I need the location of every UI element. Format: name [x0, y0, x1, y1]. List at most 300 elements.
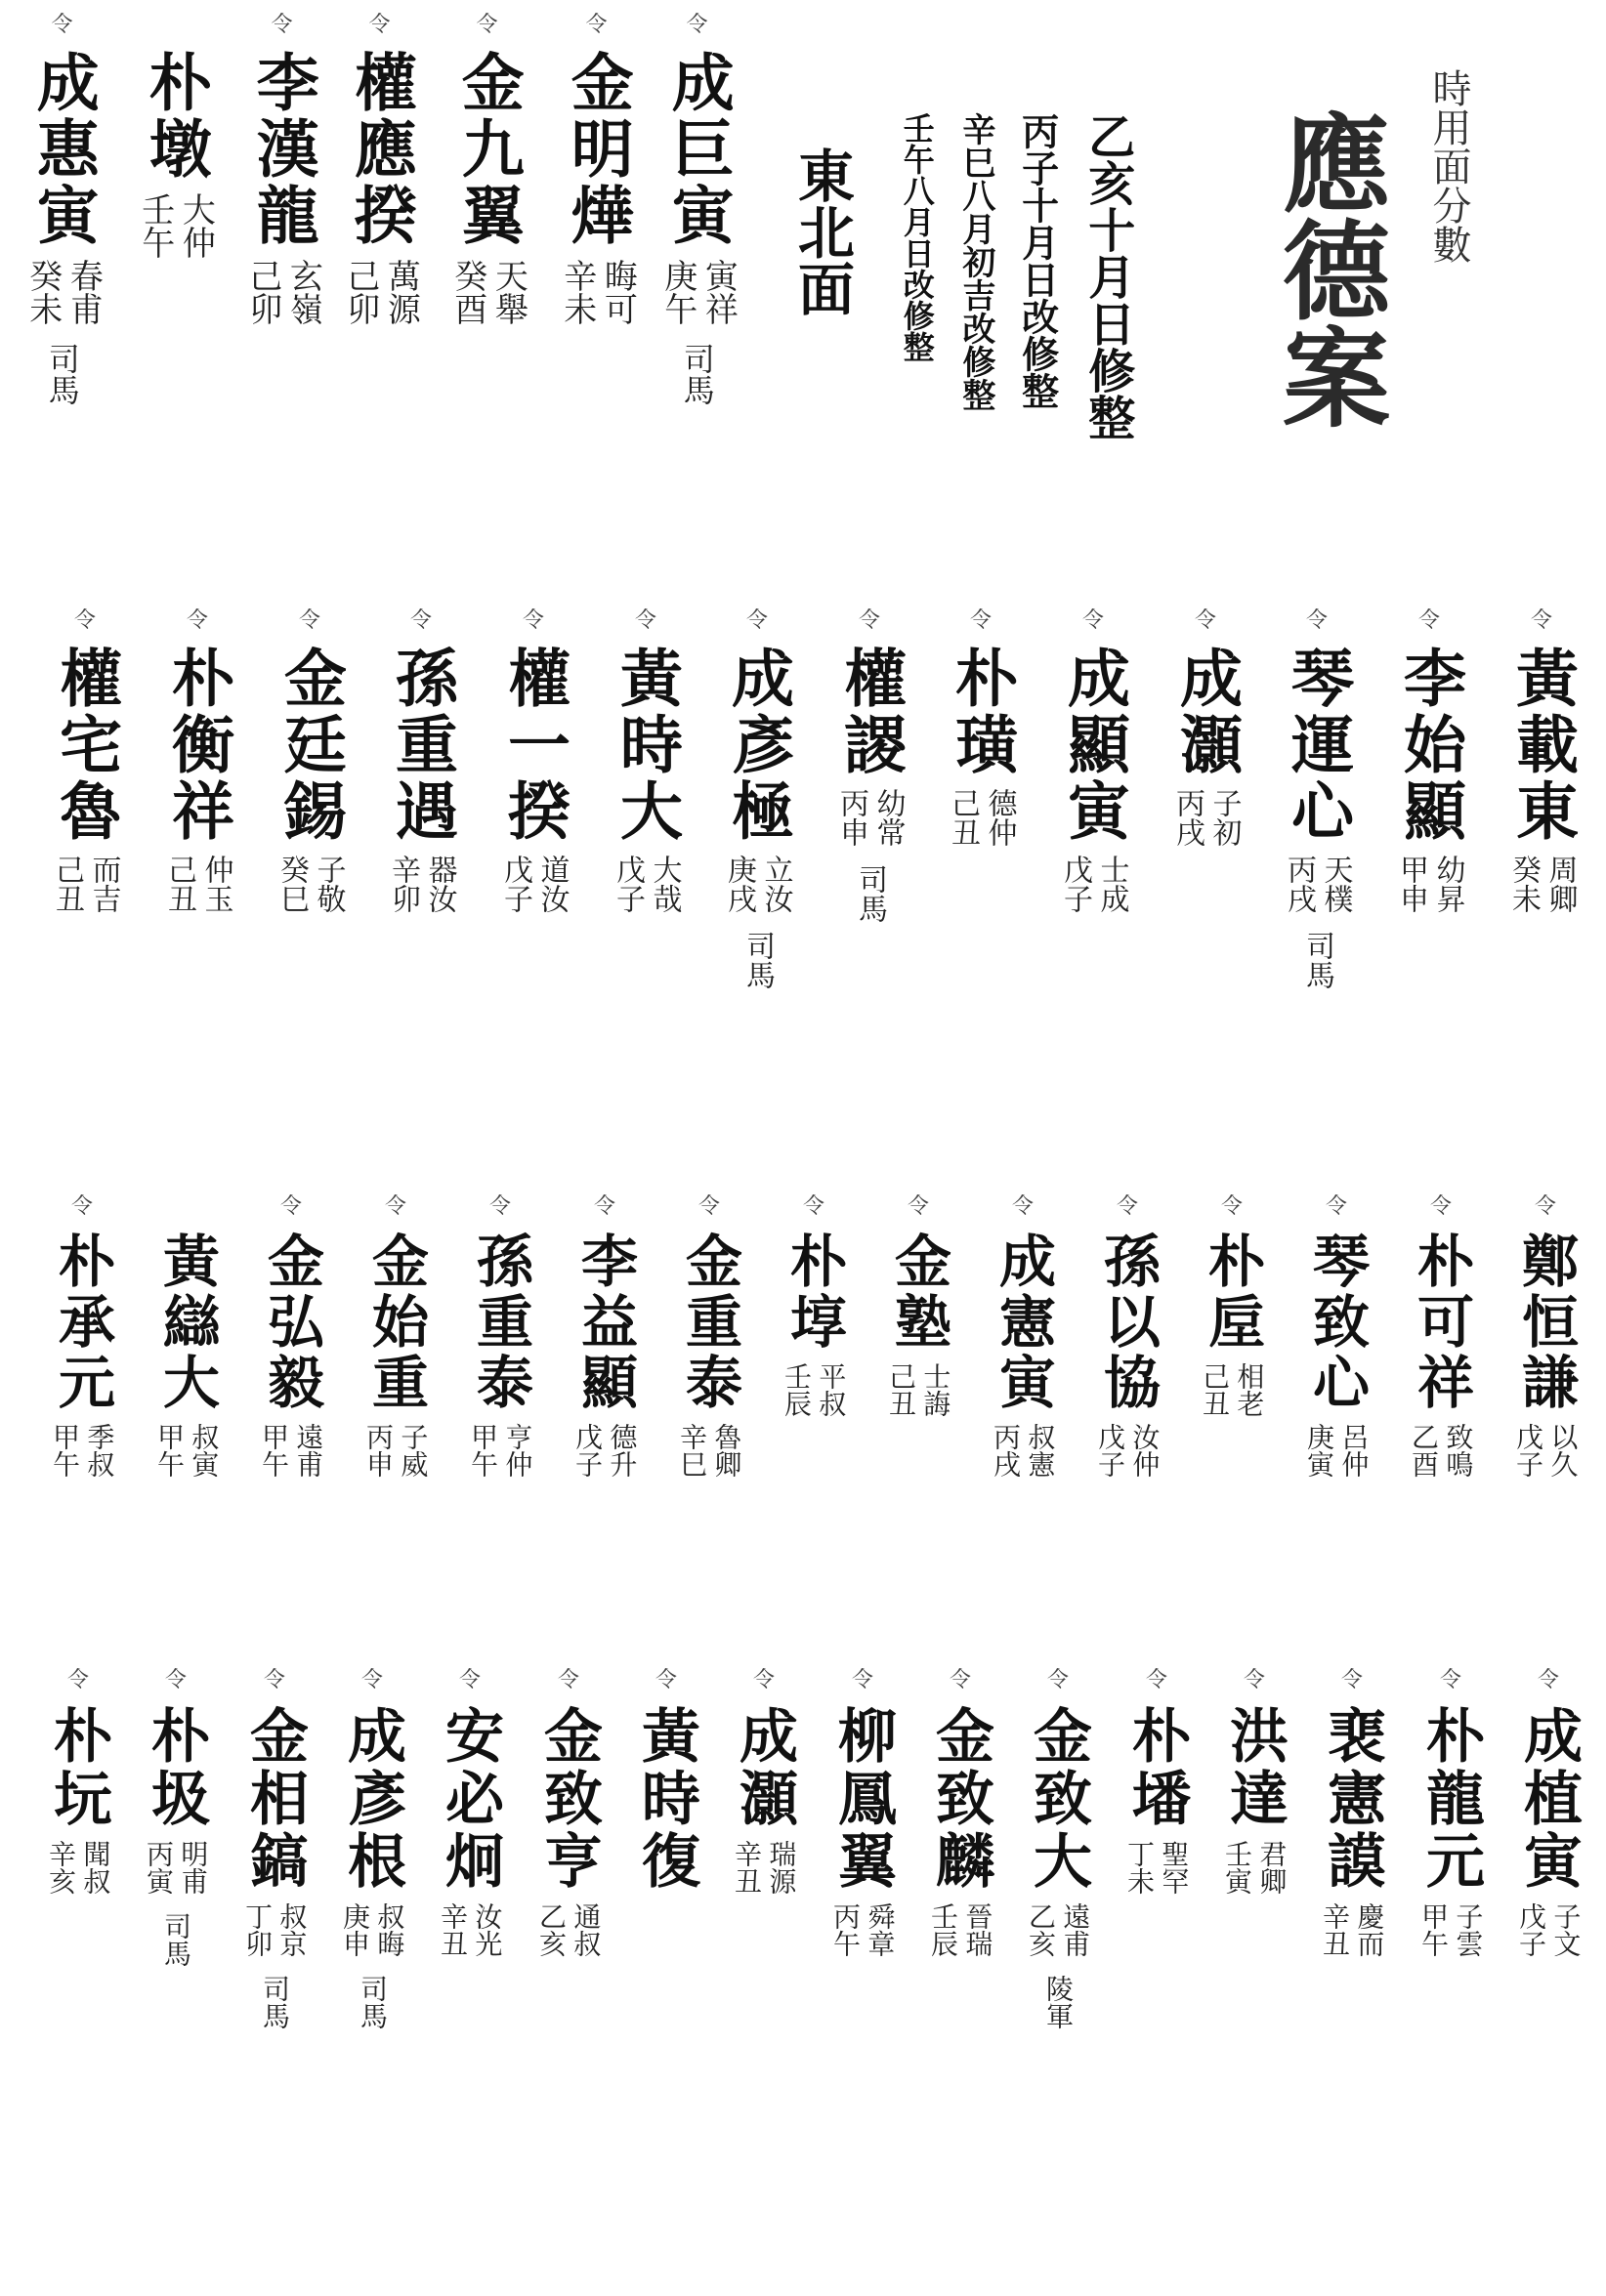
person-name: 金致亨 — [534, 1705, 603, 1893]
person-title: 司馬 — [1300, 931, 1334, 989]
row-mark: 令 — [1081, 608, 1104, 633]
row1-col1 — [657, 13, 739, 405]
person-notes — [1125, 1840, 1189, 1895]
person-notes — [678, 1423, 741, 1478]
person-notes — [1419, 1902, 1483, 1957]
row-mark: 令 — [186, 608, 208, 633]
person-title: 司馬 — [259, 1975, 291, 2029]
person-notes — [135, 192, 216, 259]
row-mark: 令 — [164, 1668, 187, 1692]
person-name: 裵憲謨 — [1318, 1705, 1386, 1893]
row1-col4 — [340, 13, 421, 325]
birth-year: 辛亥 — [45, 1840, 77, 1895]
person-notes — [243, 1902, 307, 1957]
name-column — [253, 1196, 329, 1478]
person-name: 朴可祥 — [1408, 1231, 1474, 1413]
row-mark: 令 — [585, 13, 608, 37]
courtesy-name: 器汝 — [422, 855, 457, 913]
person-notes — [613, 855, 680, 913]
birth-year: 甲午 — [49, 1423, 81, 1478]
person-name: 權應揆 — [343, 50, 417, 249]
name-column — [1403, 1196, 1479, 1478]
birth-year: 癸未 — [22, 259, 63, 325]
name-column — [44, 610, 126, 913]
person-name: 金廷錫 — [274, 646, 347, 845]
row-mark: 令 — [70, 1194, 93, 1219]
birth-year: 乙亥 — [1025, 1902, 1057, 1957]
name-column — [235, 1670, 314, 2029]
name-column — [1388, 610, 1470, 913]
person-notes — [929, 1902, 993, 1957]
name-column — [776, 1196, 852, 1417]
row-mark: 令 — [745, 608, 768, 633]
name-column — [462, 1196, 538, 1478]
birth-year: 庚申 — [339, 1902, 371, 1957]
person-name: 黃時復 — [632, 1705, 700, 1893]
person-name: 金致大 — [1024, 1705, 1092, 1893]
person-name: 金弘毅 — [258, 1231, 324, 1413]
courtesy-name: 瑞源 — [765, 1840, 798, 1895]
person-notes — [340, 259, 421, 325]
person-name: 洪達 — [1220, 1705, 1289, 1830]
birth-year: 戊子 — [611, 855, 645, 913]
birth-year: 己卯 — [242, 259, 282, 325]
name-column — [725, 1670, 803, 1895]
person-name: 黃時大 — [610, 646, 683, 845]
person-notes — [1096, 1423, 1160, 1478]
person-notes — [537, 1902, 601, 1957]
courtesy-name: 德仲 — [982, 788, 1017, 847]
birth-year: 甲午 — [467, 1423, 499, 1478]
row-mark: 令 — [488, 1194, 511, 1219]
name-column — [148, 1196, 225, 1478]
row-mark: 令 — [969, 608, 992, 633]
name-column — [1509, 1670, 1587, 1957]
row-mark: 令 — [858, 608, 880, 633]
person-name: 成惠寅 — [25, 50, 100, 249]
person-notes — [1172, 788, 1240, 847]
birth-year: 癸酉 — [447, 259, 487, 325]
courtesy-name: 叔憲 — [1024, 1423, 1057, 1478]
row1-col5 — [242, 13, 323, 325]
courtesy-name: 亨仲 — [501, 1423, 534, 1478]
person-title: 陵軍 — [1042, 1975, 1075, 2029]
courtesy-name: 子初 — [1206, 788, 1242, 847]
person-name: 成灝 — [730, 1705, 798, 1830]
row-mark: 令 — [686, 13, 708, 37]
person-notes — [1517, 1902, 1581, 1957]
row-mark: 令 — [1439, 1668, 1461, 1692]
courtesy-name: 子威 — [397, 1423, 430, 1478]
name-column — [828, 610, 910, 923]
name-column — [137, 1670, 215, 1967]
row-mark: 令 — [73, 608, 96, 633]
person-notes — [948, 788, 1015, 847]
row-mark: 令 — [1305, 608, 1328, 633]
courtesy-name: 相老 — [1233, 1362, 1266, 1417]
birth-year: 辛未 — [557, 259, 597, 325]
birth-year: 丙申 — [834, 788, 868, 847]
birth-year: 庚午 — [657, 259, 697, 325]
row-mark: 令 — [907, 1194, 929, 1219]
birth-year: 丙申 — [362, 1423, 395, 1478]
row-mark: 令 — [271, 13, 293, 37]
birth-year: 己丑 — [885, 1362, 917, 1417]
row-mark: 令 — [1194, 608, 1216, 633]
row-mark: 令 — [522, 608, 544, 633]
row-mark: 令 — [1537, 1668, 1559, 1692]
person-title: 司馬 — [357, 1975, 389, 2029]
person-name: 朴璜 — [945, 646, 1018, 778]
row-mark: 令 — [1530, 608, 1552, 633]
birth-year: 丙戌 — [1282, 855, 1316, 913]
person-name: 成憲寅 — [990, 1231, 1056, 1413]
name-column — [380, 610, 462, 913]
person-notes — [1508, 855, 1576, 913]
person-notes — [260, 1423, 323, 1478]
person-notes — [155, 1423, 219, 1478]
courtesy-name: 周卿 — [1543, 855, 1578, 913]
name-column — [1507, 1196, 1584, 1478]
person-name: 成巨寅 — [660, 50, 735, 249]
birth-year: 己丑 — [162, 855, 196, 913]
courtesy-name: 而吉 — [86, 855, 121, 913]
person-notes — [557, 259, 638, 325]
person-name: 成植寅 — [1514, 1705, 1583, 1893]
date-line-2: 丙子十月日改修整 — [1015, 112, 1060, 409]
row-mark: 令 — [298, 608, 320, 633]
courtesy-name: 晦可 — [598, 259, 638, 325]
date-line-4: 壬午八月日改修整 — [898, 112, 936, 362]
person-name: 權一揆 — [497, 646, 571, 845]
person-name: 權宅魯 — [49, 646, 122, 845]
row-mark: 令 — [263, 1668, 285, 1692]
row-mark: 令 — [1417, 608, 1440, 633]
person-notes — [992, 1423, 1055, 1478]
person-notes — [364, 1423, 428, 1478]
courtesy-name: 叔京 — [275, 1902, 309, 1957]
birth-year: 甲午 — [153, 1423, 186, 1478]
courtesy-name: 士成 — [1094, 855, 1129, 913]
courtesy-name: 大哉 — [647, 855, 682, 913]
courtesy-name: 致鳴 — [1442, 1423, 1475, 1478]
courtesy-name: 玄嶺 — [283, 259, 323, 325]
row1-col7 — [22, 13, 104, 405]
courtesy-name: 遠甫 — [292, 1423, 325, 1478]
name-column — [671, 1196, 747, 1478]
birth-year: 丙午 — [829, 1902, 862, 1957]
row-mark: 令 — [802, 1194, 824, 1219]
person-notes — [439, 1902, 502, 1957]
person-notes — [724, 855, 791, 913]
person-name: 成彥極 — [721, 646, 794, 845]
name-column — [39, 1670, 117, 1895]
person-name: 金塾 — [885, 1231, 951, 1353]
courtesy-name: 天舉 — [488, 259, 528, 325]
birth-year: 辛丑 — [731, 1840, 763, 1895]
courtesy-name: 寅祥 — [698, 259, 739, 325]
row-mark: 令 — [752, 1668, 775, 1692]
row-mark: 令 — [1116, 1194, 1138, 1219]
person-notes — [341, 1902, 404, 1957]
birth-year: 壬午 — [135, 192, 175, 259]
person-notes — [22, 259, 104, 325]
birth-year: 戊子 — [1058, 855, 1092, 913]
person-notes — [1201, 1362, 1264, 1417]
date-line-3: 辛巳八月初吉改修整 — [955, 112, 995, 411]
row-mark: 令 — [557, 1668, 579, 1692]
person-name: 金始重 — [362, 1231, 429, 1413]
person-notes — [164, 855, 232, 913]
courtesy-name: 立汝 — [758, 855, 793, 913]
row-mark: 令 — [1340, 1668, 1363, 1692]
name-column — [44, 1196, 120, 1478]
header-title: 應德案 — [1265, 107, 1391, 430]
date-line-1: 乙亥十月日修整 — [1079, 112, 1135, 440]
person-notes — [469, 1423, 532, 1478]
person-name: 李益顯 — [571, 1231, 638, 1413]
direction-label: 東北面 — [787, 146, 855, 316]
row1-col2 — [557, 13, 638, 325]
row-mark: 令 — [476, 13, 498, 37]
row-mark: 令 — [51, 13, 73, 37]
courtesy-name: 幼常 — [870, 788, 906, 847]
courtesy-name: 大仲 — [176, 192, 216, 259]
courtesy-name: 子敬 — [311, 855, 346, 913]
name-column — [529, 1670, 608, 1957]
birth-year: 乙亥 — [535, 1902, 568, 1957]
person-name: 朴埻 — [781, 1231, 847, 1353]
name-column — [1164, 610, 1247, 847]
person-notes — [1027, 1902, 1090, 1957]
person-notes — [1396, 855, 1463, 913]
name-column — [605, 610, 687, 913]
person-notes — [47, 1840, 110, 1895]
courtesy-name: 叔寅 — [188, 1423, 221, 1478]
person-name: 朴圾 — [142, 1705, 210, 1830]
courtesy-name: 季叔 — [83, 1423, 116, 1478]
person-notes — [1305, 1423, 1369, 1478]
name-column — [1313, 1670, 1391, 1957]
person-name: 安必炯 — [436, 1705, 504, 1893]
courtesy-name: 叔晦 — [373, 1902, 406, 1957]
birth-year: 辛丑 — [437, 1902, 469, 1957]
header-label: 時用面分數 — [1426, 68, 1471, 264]
person-notes — [51, 1423, 114, 1478]
name-column — [1089, 1196, 1165, 1478]
person-notes — [242, 259, 323, 325]
person-title: 司馬 — [160, 1912, 192, 1967]
person-name: 朴衡祥 — [161, 646, 234, 845]
person-name: 權謖 — [833, 646, 907, 778]
person-name: 成灝 — [1169, 646, 1243, 778]
name-column — [985, 1196, 1061, 1478]
person-notes — [500, 855, 568, 913]
courtesy-name: 聖罕 — [1158, 1840, 1191, 1895]
courtesy-name: 子文 — [1549, 1902, 1583, 1957]
person-name: 朴垕 — [1199, 1231, 1265, 1353]
person-name: 李漢龍 — [245, 50, 319, 249]
name-column — [1276, 610, 1358, 989]
birth-year: 己丑 — [1199, 1362, 1231, 1417]
row-mark: 令 — [279, 1194, 302, 1219]
person-notes — [52, 855, 119, 913]
courtesy-name: 萬源 — [381, 259, 421, 325]
person-name: 琴致心 — [1303, 1231, 1370, 1413]
birth-year: 丁卯 — [241, 1902, 274, 1957]
person-notes — [782, 1362, 846, 1417]
name-column — [1118, 1670, 1196, 1895]
person-notes — [657, 259, 739, 325]
person-name: 孫重泰 — [467, 1231, 533, 1413]
person-name: 金重泰 — [676, 1231, 742, 1413]
row-mark: 令 — [1243, 1668, 1265, 1692]
name-column — [627, 1670, 705, 1902]
birth-year: 丙戌 — [990, 1423, 1022, 1478]
courtesy-name: 德升 — [606, 1423, 639, 1478]
birth-year: 甲午 — [1417, 1902, 1450, 1957]
person-title: 司馬 — [853, 864, 887, 923]
birth-year: 丙戌 — [1170, 788, 1204, 847]
person-notes — [831, 1902, 895, 1957]
birth-year: 丁未 — [1123, 1840, 1156, 1895]
birth-year: 戊子 — [1094, 1423, 1126, 1478]
person-name: 鄭恒謙 — [1512, 1231, 1579, 1413]
birth-year: 壬寅 — [1221, 1840, 1253, 1895]
courtesy-name: 士誨 — [919, 1362, 952, 1417]
person-notes — [447, 259, 528, 325]
birth-year: 壬辰 — [927, 1902, 959, 1957]
row-mark: 令 — [1145, 1668, 1167, 1692]
courtesy-name: 春甫 — [63, 259, 104, 325]
birth-year: 癸巳 — [275, 855, 309, 913]
row-mark: 令 — [384, 1194, 406, 1219]
name-column — [1194, 1196, 1270, 1417]
person-notes — [1410, 1423, 1473, 1478]
courtesy-name: 道汝 — [534, 855, 570, 913]
row-mark: 令 — [1534, 1194, 1556, 1219]
name-column — [1215, 1670, 1293, 1895]
courtesy-name: 仲玉 — [198, 855, 233, 913]
courtesy-name: 幼昇 — [1430, 855, 1465, 913]
birth-year: 庚戌 — [722, 855, 756, 913]
courtesy-name: 明甫 — [177, 1840, 210, 1895]
row-mark: 令 — [1220, 1194, 1243, 1219]
row-mark: 令 — [1429, 1194, 1452, 1219]
birth-year: 乙酉 — [1408, 1423, 1440, 1478]
row-mark: 令 — [1325, 1194, 1347, 1219]
name-column — [567, 1196, 643, 1478]
person-notes — [276, 855, 344, 913]
person-notes — [388, 855, 455, 913]
row-mark: 令 — [634, 608, 656, 633]
name-column — [1298, 1196, 1374, 1478]
name-column — [269, 610, 351, 913]
person-notes — [733, 1840, 796, 1895]
birth-year: 癸未 — [1506, 855, 1541, 913]
courtesy-name: 君卿 — [1255, 1840, 1289, 1895]
person-name: 孫重遇 — [385, 646, 458, 845]
header-dates — [899, 112, 1134, 440]
birth-year: 己卯 — [340, 259, 380, 325]
name-column — [880, 1196, 956, 1417]
name-column — [156, 610, 238, 913]
birth-year: 戊子 — [571, 1423, 604, 1478]
person-name: 朴墩 — [138, 50, 212, 183]
courtesy-name: 以久 — [1546, 1423, 1580, 1478]
courtesy-name: 子雲 — [1452, 1902, 1485, 1957]
birth-year: 戊子 — [498, 855, 532, 913]
row1-col6 — [135, 15, 216, 259]
courtesy-name: 慶而 — [1353, 1902, 1386, 1957]
row-mark: 令 — [360, 1668, 383, 1692]
person-notes — [1284, 855, 1351, 913]
person-notes — [1060, 855, 1127, 913]
row-mark: 令 — [593, 1194, 615, 1219]
courtesy-name: 呂仲 — [1337, 1423, 1371, 1478]
birth-year: 戊子 — [1515, 1902, 1547, 1957]
person-notes — [1223, 1840, 1287, 1895]
courtesy-name: 遠甫 — [1059, 1902, 1092, 1957]
person-title: 司馬 — [43, 343, 81, 405]
courtesy-name: 晉瑞 — [961, 1902, 994, 1957]
person-name: 朴坃 — [44, 1705, 112, 1830]
row1-col3 — [447, 13, 528, 325]
row-mark: 令 — [655, 1668, 677, 1692]
name-column — [1412, 1670, 1490, 1957]
birth-year: 戊子 — [1512, 1423, 1544, 1478]
row-mark: 令 — [458, 1668, 481, 1692]
person-name: 朴承元 — [49, 1231, 115, 1413]
birth-year: 庚寅 — [1303, 1423, 1335, 1478]
courtesy-name: 魯卿 — [710, 1423, 743, 1478]
name-column — [1052, 610, 1134, 913]
person-name: 琴運心 — [1281, 646, 1354, 845]
person-name: 金致麟 — [926, 1705, 994, 1893]
person-name: 朴龍元 — [1416, 1705, 1485, 1893]
row-mark: 令 — [949, 1668, 971, 1692]
courtesy-name: 聞叔 — [79, 1840, 112, 1895]
person-name: 金九翼 — [450, 50, 525, 249]
name-column — [921, 1670, 999, 1957]
name-column — [1500, 610, 1583, 913]
birth-year: 丙寅 — [143, 1840, 175, 1895]
row-mark: 令 — [697, 1194, 720, 1219]
birth-year: 甲午 — [258, 1423, 290, 1478]
birth-year: 辛卯 — [386, 855, 420, 913]
person-notes — [1321, 1902, 1384, 1957]
courtesy-name: 舜章 — [864, 1902, 897, 1957]
birth-year: 辛丑 — [1319, 1902, 1351, 1957]
name-column — [333, 1670, 411, 2029]
name-column — [1019, 1670, 1097, 2029]
name-column — [492, 610, 574, 913]
row-mark: 令 — [851, 1668, 873, 1692]
birth-year: 壬辰 — [781, 1362, 813, 1417]
person-notes — [887, 1362, 951, 1417]
name-column — [824, 1670, 902, 1957]
row-mark: 令 — [66, 1668, 89, 1692]
birth-year: 己丑 — [946, 788, 980, 847]
person-notes — [145, 1840, 208, 1895]
row-mark: 令 — [409, 608, 432, 633]
person-name: 成顯寅 — [1057, 646, 1130, 845]
person-title: 司馬 — [678, 343, 716, 405]
birth-year: 己丑 — [50, 855, 84, 913]
row-mark: 令 — [1011, 1194, 1034, 1219]
courtesy-name: 汝仲 — [1128, 1423, 1162, 1478]
person-notes — [836, 788, 904, 847]
